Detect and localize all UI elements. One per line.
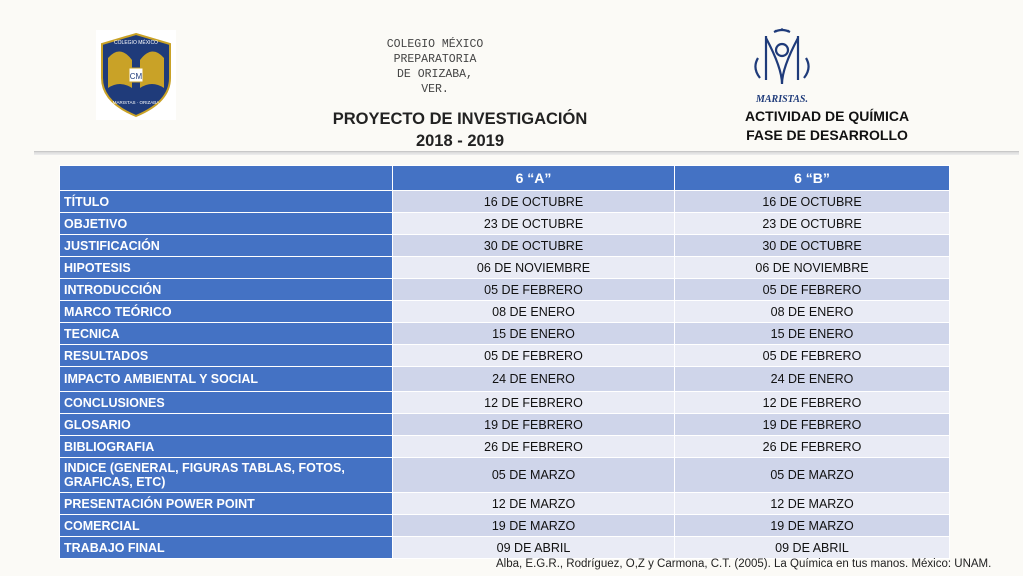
cell-6b-date: 30 DE OCTUBRE [675,235,950,257]
table-row [60,323,950,345]
cell-6b-date: 19 DE MARZO [675,515,950,537]
table-row [60,436,950,458]
row-label: IMPACTO AMBIENTAL Y SOCIAL [60,367,393,392]
row-label: TÍTULO [60,191,393,213]
table-row [60,537,950,559]
row-label: CONCLUSIONES [60,392,393,414]
column-header-6a: 6 “A” [393,166,675,191]
school-line: DE ORIZABA, [397,68,473,81]
table-row [60,235,950,257]
activity-phase: FASE DE DESARROLLO [746,127,908,143]
crest-top-text: COLEGIO MÉXICO [114,40,158,46]
school-line: PREPARATORIA [393,53,477,66]
cell-6a-date: 23 DE OCTUBRE [393,213,675,235]
row-label: OBJETIVO [60,213,393,235]
schedule-body [60,191,950,559]
row-label: INDICE (GENERAL, FIGURAS TABLAS, FOTOS, GRAFICAS, ETC) [60,458,393,493]
row-label: INTRODUCCIÓN [60,279,393,301]
cell-6a-date: 12 DE FEBRERO [393,392,675,414]
cell-6a-date: 16 DE OCTUBRE [393,191,675,213]
cell-6a-date: 05 DE MARZO [393,458,675,493]
row-label: JUSTIFICACIÓN [60,235,393,257]
schedule-table [59,165,950,559]
row-label: HIPOTESIS [60,257,393,279]
maristas-logo [746,28,818,106]
cell-6a-date: 05 DE FEBRERO [393,345,675,367]
table-row [60,279,950,301]
cell-6b-date: 24 DE ENERO [675,367,950,392]
cell-6a-date: 24 DE ENERO [393,367,675,392]
row-label: MARCO TEÓRICO [60,301,393,323]
row-label: TECNICA [60,323,393,345]
table-header-row [60,166,950,191]
row-label: RESULTADOS [60,345,393,367]
row-label: TRABAJO FINAL [60,537,393,559]
school-name [365,37,505,97]
table-row [60,493,950,515]
row-label: PRESENTACIÓN POWER POINT [60,493,393,515]
cell-6a-date: 12 DE MARZO [393,493,675,515]
table-row [60,301,950,323]
cell-6b-date: 19 DE FEBRERO [675,414,950,436]
activity-name: ACTIVIDAD DE QUÍMICA [744,108,910,124]
cell-6a-date: 26 DE FEBRERO [393,436,675,458]
cell-6b-date: 16 DE OCTUBRE [675,191,950,213]
cell-6a-date: 15 DE ENERO [393,323,675,345]
cell-6b-date: 23 DE OCTUBRE [675,213,950,235]
cell-6b-date: 05 DE FEBRERO [675,279,950,301]
table-row [60,257,950,279]
school-line: VER. [421,83,449,96]
crest-bottom-text: MARISTAS · ORIZABA [112,100,160,105]
cell-6b-date: 08 DE ENERO [675,301,950,323]
cell-6b-date: 15 DE ENERO [675,323,950,345]
table-row [60,367,950,392]
cell-6b-date: 09 DE ABRIL [675,537,950,559]
school-line: COLEGIO MÉXICO [386,38,484,51]
cell-6a-date: 08 DE ENERO [393,301,675,323]
table-row [60,458,950,493]
project-title [300,108,620,152]
cell-6a-date: 06 DE NOVIEMBRE [393,257,675,279]
cell-6b-date: 12 DE MARZO [675,493,950,515]
citation: Alba, E.G.R., Rodríguez, O,Z y Carmona, C.T. (2005). La Química en tus manos. México: UNAM. [496,558,992,570]
maristas-wordmark: MARISTAS. [756,94,808,105]
cell-6b-date: 26 DE FEBRERO [675,436,950,458]
row-label: COMERCIAL [60,515,393,537]
table-row [60,414,950,436]
table-row [60,213,950,235]
row-label: BIBLIOGRAFIA [60,436,393,458]
cell-6b-date: 12 DE FEBRERO [675,392,950,414]
cell-6a-date: 09 DE ABRIL [393,537,675,559]
table-row [60,345,950,367]
school-year: 2018 - 2019 [415,132,505,150]
table-row [60,191,950,213]
colegio-mexico-crest-logo [96,30,176,120]
table-row [60,515,950,537]
cell-6a-date: 05 DE FEBRERO [393,279,675,301]
cell-6a-date: 19 DE FEBRERO [393,414,675,436]
table-row [60,392,950,414]
crest-monogram: CM [129,72,143,81]
cell-6a-date: 19 DE MARZO [393,515,675,537]
activity-heading [722,107,932,145]
row-label: GLOSARIO [60,414,393,436]
cell-6b-date: 06 DE NOVIEMBRE [675,257,950,279]
column-header-6b: 6 “B” [675,166,950,191]
header-corner-cell [60,166,393,191]
cell-6b-date: 05 DE MARZO [675,458,950,493]
cell-6b-date: 05 DE FEBRERO [675,345,950,367]
cell-6a-date: 30 DE OCTUBRE [393,235,675,257]
project-title-text: PROYECTO DE INVESTIGACIÓN [332,110,588,128]
header-divider [34,151,1019,155]
